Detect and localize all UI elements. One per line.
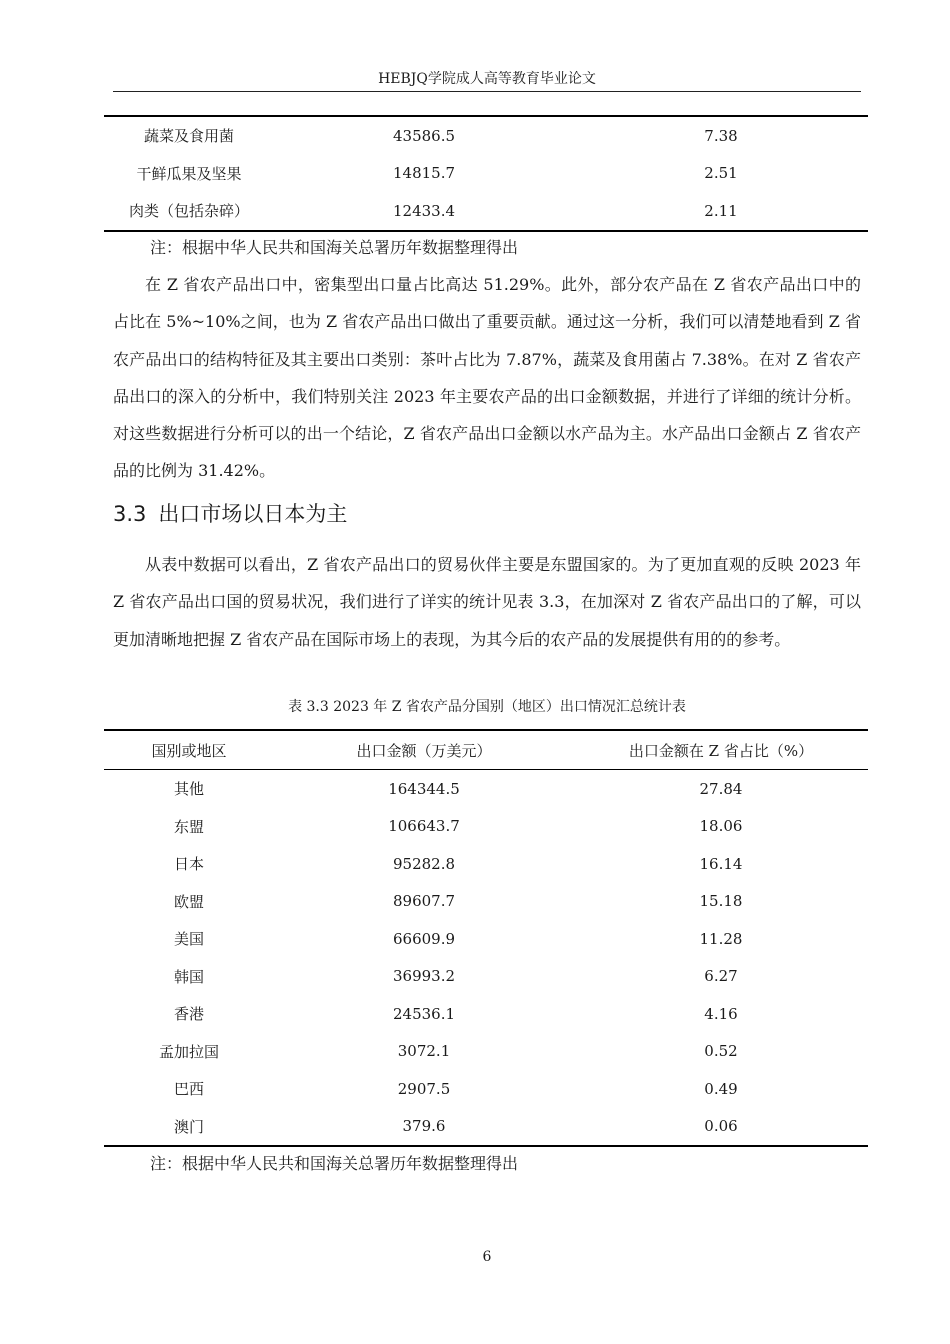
table-cell: 27.84: [699, 779, 743, 798]
table-row: [104, 1108, 868, 1147]
table-caption: 表 3.3 2023 年 Z 省农产品分国别（地区）出口情况汇总统计表: [288, 699, 686, 715]
column-header: 出口金额（万美元）: [274, 730, 574, 770]
table-cell: 韩国: [173, 967, 204, 986]
table-cell: 香港: [173, 1005, 204, 1024]
column-header: 国别或地区: [104, 730, 274, 770]
table-note: 注：根据中华人民共和国海关总署历年数据整理得出: [150, 238, 519, 257]
table-continued: [104, 115, 868, 232]
table-cell: 0.52: [704, 1042, 738, 1061]
table-cell: 日本: [173, 855, 204, 874]
table-cell: 肉类（包括杂碎）: [128, 202, 249, 221]
table-cell: 3072.1: [397, 1042, 451, 1061]
table-row: [104, 808, 868, 846]
table-row: [104, 1033, 868, 1071]
table-cell: 7.38: [704, 126, 738, 145]
table-row: [104, 995, 868, 1033]
table-cell: 11.28: [699, 929, 743, 948]
table-cell: 14815.7: [392, 164, 456, 183]
column-header: 出口金额在 Z 省占比（%）: [574, 730, 868, 770]
table-cell: 干鲜瓜果及坚果: [136, 164, 242, 183]
body-paragraph: 从表中数据可以看出，Z 省农产品出口的贸易伙伴主要是东盟国家的。为了更加直观的反映 2023 年 Z 省农产品出口国的贸易状况，我们进行了详实的统计见表 3.3，在加深对 Z 省农产品出口的了解，可以更加清晰地把握 Z 省农产品在国际市场上的表现，为其今后的农产品的发展提供有用的的参考。: [113, 555, 861, 649]
table-cell: 2907.5: [397, 1079, 451, 1098]
table-cell: 164344.5: [388, 779, 460, 798]
header-rule: [113, 91, 861, 92]
running-header: HEBJQ学院成人高等教育毕业论文: [378, 71, 596, 87]
table-cell: 66609.9: [392, 929, 456, 948]
table-cell: 43586.5: [392, 126, 456, 145]
table-cell: 孟加拉国: [158, 1042, 219, 1061]
table-note: 注：根据中华人民共和国海关总署历年数据整理得出: [150, 1154, 519, 1173]
table-cell: 379.6: [402, 1117, 446, 1136]
export-by-country-table: [104, 729, 868, 1147]
table-cell: 95282.8: [392, 854, 456, 873]
table-cell: 36993.2: [392, 967, 456, 986]
table-cell: 美国: [173, 930, 204, 949]
table-cell: 24536.1: [392, 1004, 456, 1023]
table-row: [104, 883, 868, 921]
table-cell: 欧盟: [173, 892, 204, 911]
table-row: [104, 155, 868, 193]
table-cell: 巴西: [173, 1080, 204, 1099]
table-row: [104, 920, 868, 958]
section-heading: [113, 500, 347, 528]
table-row: [104, 116, 868, 155]
table-header-row: [104, 730, 868, 770]
table-cell: 0.49: [704, 1079, 738, 1098]
section-number: 3.3: [113, 502, 147, 526]
table-cell: 18.06: [699, 817, 743, 836]
table-row: [104, 192, 868, 231]
table-cell: 0.06: [704, 1117, 738, 1136]
table-row: [104, 958, 868, 996]
table-cell: 东盟: [173, 817, 204, 836]
section-title: 出口市场以日本为主: [158, 502, 348, 526]
table-row: [104, 1070, 868, 1108]
table-row: [104, 845, 868, 883]
table-cell: 4.16: [704, 1004, 738, 1023]
table-cell: 16.14: [699, 854, 743, 873]
table-cell: 2.11: [704, 201, 738, 220]
page-number: 6: [482, 1249, 492, 1265]
table-cell: 106643.7: [388, 817, 460, 836]
body-paragraph: 在 Z 省农产品出口中，密集型出口量占比高达 51.29%。此外，部分农产品在 Z 省农产品出口中的占比在 5%~10%之间，也为 Z 省农产品出口做出了重要贡献。通过这一分析，我们可以清楚地看到 Z 省农产品出口的结构特征及其主要出口类别：茶叶占比为 7.87%，蔬菜及食用菌占 7.38%。在对 Z 省农产品出口的深入的分析中，我们特别关注 2023 年主要农产品的出口金额数据，并进行了详细的统计分析。对这些数据进行分析可以的出一个结论，Z 省农产品出口金额以水产品为主。水产品出口金额占 Z 省农产品的比例为 31.42%。: [113, 275, 861, 481]
table-cell: 12433.4: [392, 201, 456, 220]
table-cell: 2.51: [704, 164, 738, 183]
table-cell: 其他: [173, 780, 204, 799]
table-cell: 6.27: [704, 967, 738, 986]
table-row: [104, 770, 868, 808]
table-cell: 蔬菜及食用菌: [143, 127, 234, 146]
table-cell: 89607.7: [392, 892, 456, 911]
table-cell: 澳门: [173, 1117, 204, 1136]
table-cell: 15.18: [699, 892, 743, 911]
